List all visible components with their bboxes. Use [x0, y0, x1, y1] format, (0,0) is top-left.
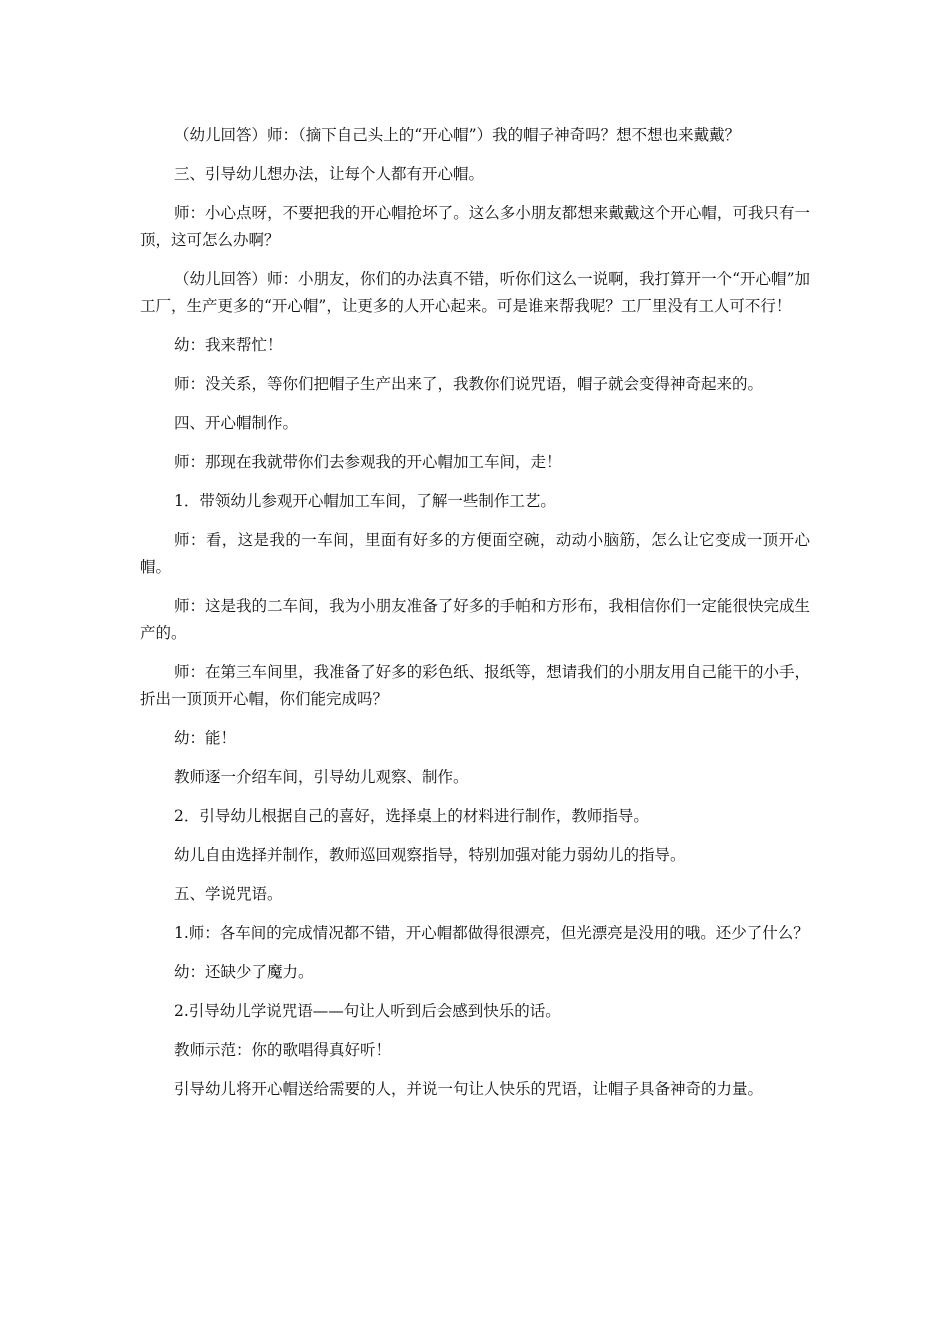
- paragraph-workshop-2: 师：这是我的二车间，我为小朋友准备了好多的手帕和方形布，我相信你们一定能很快完成生产的。: [140, 597, 810, 642]
- paragraph-give-hat: 引导幼儿将开心帽送给需要的人，并说一句让人快乐的咒语，让帽子具备神奇的力量。: [174, 1080, 764, 1098]
- list-item-1-teacher-praise: 1.师：各车间的完成情况都不错，开心帽都做得很漂亮，但光漂亮是没用的哦。还少了什么？: [174, 924, 809, 942]
- list-item-1-visit-workshop: 1．带领幼儿参观开心帽加工车间，了解一些制作工艺。: [174, 492, 556, 510]
- paragraph-workshop-1: 师：看，这是我的一车间，里面有好多的方便面空碗，动动小脑筋，怎么让它变成一顶开心帽。: [140, 531, 810, 576]
- paragraph-free-choice: 幼儿自由选择并制作，教师巡回观察指导，特别加强对能力弱幼儿的指导。: [174, 846, 686, 864]
- paragraph-child-help: 幼：我来帮忙！: [174, 336, 283, 354]
- section-heading-4: 四、开心帽制作。: [174, 414, 299, 432]
- paragraph-workshop-3: 师：在第三车间里，我准备了好多的彩色纸、报纸等，想请我们的小朋友用自己能干的小手，折出一顶顶开心帽，你们能完成吗？: [140, 663, 810, 708]
- list-item-2-learn-spell: 2.引导幼儿学说咒语——句让人听到后会感到快乐的话。: [174, 1002, 561, 1020]
- paragraph-teacher-introduce: 教师逐一介绍车间，引导幼儿观察、制作。: [174, 768, 469, 786]
- section-heading-5: 五、学说咒语。: [174, 885, 283, 903]
- paragraph-child-answer-2: （幼儿回答）师：小朋友，你们的办法真不错，听你们这么一说啊，我打算开一个“开心帽”加工厂，生产更多的“开心帽”，让更多的人开心起来。可是谁来帮我呢？工厂里没有工人可不行！: [140, 270, 810, 315]
- paragraph-teacher-careful: 师：小心点呀，不要把我的开心帽抢坏了。这么多小朋友都想来戴戴这个开心帽，可我只有一顶，这可怎么办啊？: [140, 204, 810, 249]
- paragraph-child-answer-1: （幼儿回答）师：（摘下自己头上的“开心帽”）我的帽子神奇吗？想不想也来戴戴？: [174, 126, 741, 144]
- paragraph-child-magic: 幼：还缺少了魔力。: [174, 963, 314, 981]
- section-heading-3: 三、引导幼儿想办法，让每个人都有开心帽。: [174, 165, 485, 183]
- paragraph-teacher-visit: 师：那现在我就带你们去参观我的开心帽加工车间，走！: [174, 453, 562, 471]
- paragraph-teacher-no-problem: 师：没关系，等你们把帽子生产出来了，我教你们说咒语，帽子就会变得神奇起来的。: [174, 375, 764, 393]
- document-body: [140, 122, 810, 1115]
- paragraph-teacher-demo: 教师示范：你的歌唱得真好听！: [174, 1041, 392, 1059]
- paragraph-child-yes: 幼：能！: [174, 729, 237, 747]
- list-item-2-choose-materials: 2．引导幼儿根据自己的喜好，选择桌上的材料进行制作，教师指导。: [174, 807, 649, 825]
